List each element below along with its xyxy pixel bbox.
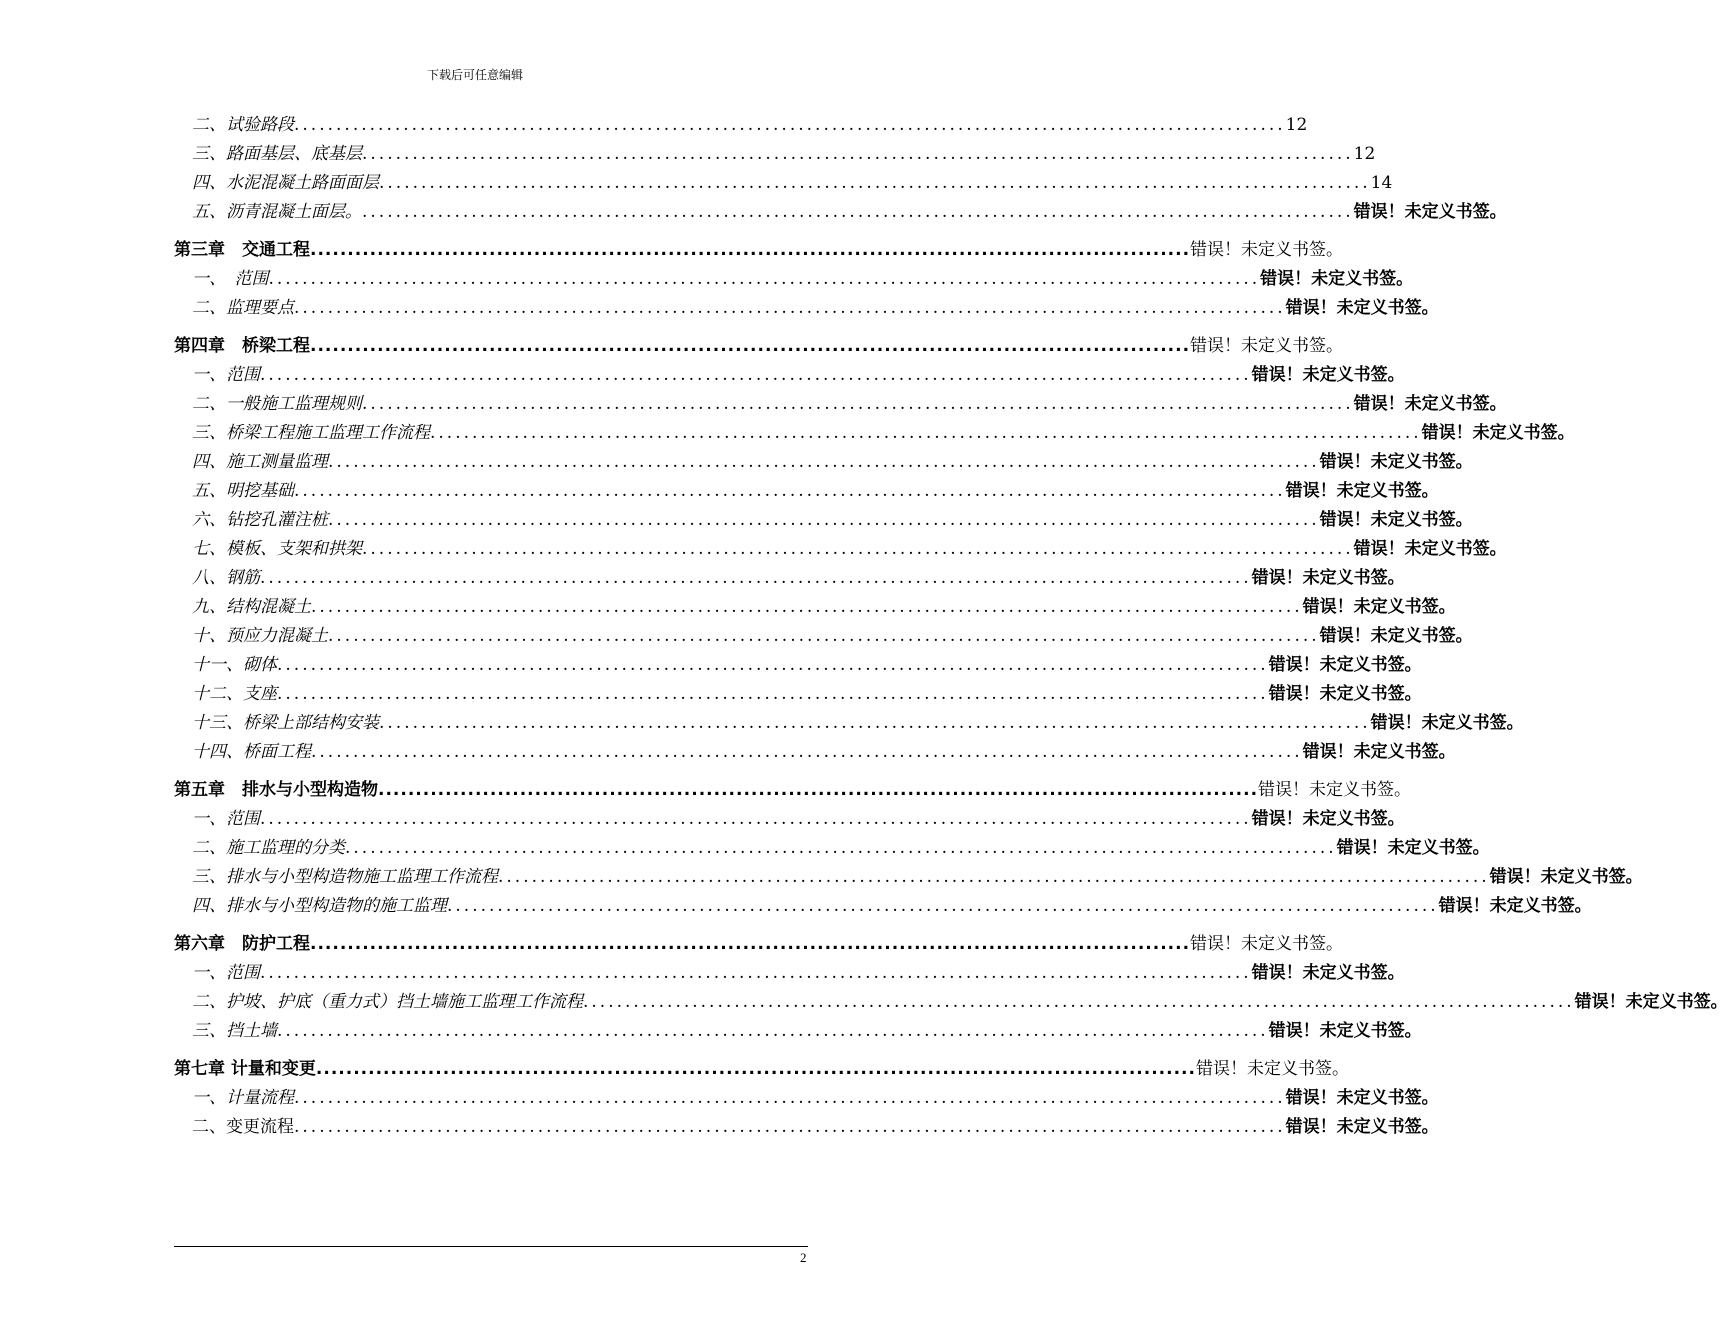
toc-entry[interactable]	[174, 448, 1473, 477]
toc-leader-dots: ......................................................................................................................	[328, 626, 1320, 646]
toc-entry-page: 错误！未定义书签。	[1319, 510, 1473, 530]
toc-entry[interactable]	[174, 680, 1422, 709]
toc-entry-label: 第三章 交通工程	[174, 240, 310, 260]
toc-entry-page: 错误！未定义书签。	[1285, 1088, 1439, 1108]
toc-entry-page: 错误！未定义书签。	[1251, 963, 1405, 983]
toc-entry-label: 第七章 计量和变更	[174, 1059, 316, 1079]
toc-entry-label: 十一、砌体	[192, 655, 277, 675]
toc-entry-label: 一、范围	[192, 365, 260, 385]
toc-entry-label: 八、钢筋	[192, 568, 260, 588]
toc-entry-label: 第五章 排水与小型构造物	[174, 780, 378, 800]
toc-entry-page: 错误！未定义书签。	[1319, 626, 1473, 646]
toc-entry-label: 三、挡土墙	[192, 1021, 277, 1041]
toc-chapter[interactable]	[174, 1055, 1349, 1084]
toc-leader-dots: ......................................................................................................................	[498, 867, 1490, 887]
toc-leader-dots: ......................................................................................................................	[294, 1088, 1286, 1108]
toc-leader-dots: ......................................................................................................................	[311, 742, 1303, 762]
toc-entry[interactable]	[174, 477, 1439, 506]
toc-entry-page: 错误！未定义书签。	[1268, 1021, 1422, 1041]
toc-leader-dots: ......................................................................................................................	[260, 809, 1252, 829]
toc-entry-label: 四、排水与小型构造物的施工监理	[192, 896, 447, 916]
toc-entry[interactable]	[174, 111, 1308, 140]
toc-entry-label: 一、 范围	[192, 269, 269, 289]
toc-entry-label: 一、计量流程	[192, 1088, 294, 1108]
toc-entry-page: 错误！未定义书签。	[1421, 423, 1575, 443]
toc-entry-label: 十二、支座	[192, 684, 277, 704]
toc-entry-label: 五、沥青混凝土面层。	[192, 202, 362, 222]
toc-entry-page: 错误！未定义书签。	[1353, 539, 1507, 559]
toc-entry[interactable]	[174, 805, 1405, 834]
table-of-contents	[174, 111, 1728, 1142]
toc-chapter[interactable]	[174, 236, 1344, 265]
toc-leader-dots: ......................................................................................................................	[447, 896, 1439, 916]
toc-entry-label: 二、变更流程	[192, 1117, 294, 1137]
toc-entry-label: 一、范围	[192, 809, 260, 829]
toc-entry[interactable]	[174, 593, 1456, 622]
toc-entry-label: 三、排水与小型构造物施工监理工作流程	[192, 867, 498, 887]
toc-entry-page: 错误！未定义书签。	[1574, 992, 1728, 1012]
toc-leader-dots: ......................................................................................................................	[268, 269, 1261, 289]
toc-leader-dots: ......................................................................................................................	[583, 992, 1575, 1012]
toc-leader-dots: ......................................................................................................................	[328, 452, 1320, 472]
page-number: 2	[800, 1250, 807, 1265]
toc-leader-dots: ......................................................................................................................	[310, 240, 1191, 260]
toc-entry-label: 四、水泥混凝土路面面层	[192, 173, 379, 193]
page-header: 下载后可任意编辑	[426, 68, 523, 82]
toc-leader-dots: ......................................................................................................................	[362, 202, 1354, 222]
toc-chapter[interactable]	[174, 776, 1412, 805]
toc-entry[interactable]	[174, 419, 1575, 448]
toc-entry-label: 二、一般施工监理规则	[192, 394, 362, 414]
toc-entry-page: 错误！未定义书签。	[1353, 202, 1507, 222]
toc-entry-label: 第六章 防护工程	[174, 934, 310, 954]
toc-leader-dots: ......................................................................................................................	[378, 780, 1259, 800]
toc-entry[interactable]	[174, 140, 1376, 169]
toc-leader-dots: ......................................................................................................................	[260, 963, 1252, 983]
toc-entry[interactable]	[174, 651, 1422, 680]
toc-entry-label: 三、路面基层、底基层	[192, 144, 362, 164]
toc-entry[interactable]	[174, 198, 1507, 227]
toc-entry-page: 错误！未定义书签。	[1190, 336, 1344, 356]
toc-entry-page: 错误！未定义书签。	[1251, 568, 1405, 588]
toc-entry[interactable]	[174, 1017, 1422, 1046]
toc-leader-dots: ......................................................................................................................	[379, 173, 1371, 193]
toc-entry-label: 一、范围	[192, 963, 260, 983]
toc-leader-dots: ......................................................................................................................	[277, 655, 1269, 675]
toc-entry[interactable]	[174, 169, 1393, 198]
footer-divider	[174, 1246, 808, 1247]
toc-entry-label: 五、明挖基础	[192, 481, 294, 501]
toc-entry[interactable]	[174, 988, 1728, 1017]
toc-entry-label: 三、桥梁工程施工监理工作流程	[192, 423, 430, 443]
toc-leader-dots: ......................................................................................................................	[345, 838, 1337, 858]
toc-entry-page: 错误！未定义书签。	[1319, 452, 1473, 472]
toc-entry-page: 14	[1370, 173, 1393, 193]
toc-entry-page: 错误！未定义书签。	[1268, 655, 1422, 675]
toc-entry[interactable]	[174, 535, 1507, 564]
toc-entry-label: 二、监理要点	[192, 298, 294, 318]
toc-entry-label: 二、施工监理的分类	[192, 838, 345, 858]
toc-chapter[interactable]	[174, 930, 1344, 959]
toc-entry-page: 错误！未定义书签。	[1251, 365, 1405, 385]
toc-leader-dots: ......................................................................................................................	[277, 1021, 1269, 1041]
toc-entry-label: 七、模板、支架和拱架	[192, 539, 362, 559]
toc-entry[interactable]	[174, 265, 1414, 294]
toc-entry[interactable]	[174, 834, 1490, 863]
toc-entry-page: 错误！未定义书签。	[1302, 597, 1456, 617]
toc-entry-page: 错误！未定义书签。	[1190, 240, 1344, 260]
toc-chapter[interactable]	[174, 332, 1344, 361]
toc-entry[interactable]	[174, 622, 1473, 651]
toc-leader-dots: ......................................................................................................................	[311, 597, 1303, 617]
toc-entry[interactable]	[174, 361, 1405, 390]
toc-leader-dots: ......................................................................................................................	[277, 684, 1269, 704]
toc-leader-dots: ......................................................................................................................	[430, 423, 1422, 443]
toc-entry[interactable]	[174, 390, 1507, 419]
toc-entry-page: 错误！未定义书签。	[1190, 934, 1344, 954]
toc-entry-label: 九、结构混凝土	[192, 597, 311, 617]
toc-entry-label: 十三、桥梁上部结构安装	[192, 713, 379, 733]
toc-entry[interactable]	[174, 959, 1405, 988]
toc-entry[interactable]	[174, 863, 1643, 892]
toc-entry-page: 错误！未定义书签。	[1489, 867, 1643, 887]
toc-entry-label: 二、试验路段	[192, 115, 294, 135]
toc-leader-dots: ......................................................................................................................	[260, 568, 1252, 588]
toc-entry-page: 错误！未定义书签。	[1336, 838, 1490, 858]
toc-leader-dots: ......................................................................................................................	[260, 365, 1252, 385]
toc-entry[interactable]	[174, 294, 1439, 323]
toc-leader-dots: ......................................................................................................................	[310, 934, 1191, 954]
toc-entry[interactable]	[174, 506, 1473, 535]
toc-entry-page: 错误！未定义书签。	[1302, 742, 1456, 762]
toc-entry[interactable]	[174, 892, 1592, 921]
toc-entry-page: 12	[1285, 115, 1308, 135]
toc-entry-page: 12	[1353, 144, 1376, 164]
toc-leader-dots: ......................................................................................................................	[328, 510, 1320, 530]
toc-entry-page: 错误！未定义书签。	[1195, 1059, 1349, 1079]
toc-entry-page: 错误！未定义书签。	[1285, 298, 1439, 318]
toc-leader-dots: ......................................................................................................................	[310, 336, 1191, 356]
toc-entry-page: 错误！未定义书签。	[1353, 394, 1507, 414]
toc-leader-dots: ......................................................................................................................	[294, 115, 1286, 135]
toc-leader-dots: ......................................................................................................................	[362, 144, 1354, 164]
toc-leader-dots: ......................................................................................................................	[379, 713, 1371, 733]
toc-entry[interactable]	[174, 738, 1456, 767]
toc-entry-label: 第四章 桥梁工程	[174, 336, 310, 356]
toc-leader-dots: ......................................................................................................................	[362, 539, 1354, 559]
toc-entry[interactable]	[174, 564, 1405, 593]
toc-entry-page: 错误！未定义书签。	[1438, 896, 1592, 916]
toc-leader-dots: ......................................................................................................................	[294, 1117, 1286, 1137]
toc-leader-dots: ......................................................................................................................	[294, 298, 1286, 318]
toc-entry[interactable]	[174, 1084, 1439, 1113]
toc-entry[interactable]	[174, 709, 1524, 738]
toc-entry-page: 错误！未定义书签。	[1260, 269, 1414, 289]
toc-leader-dots: ......................................................................................................................	[315, 1059, 1196, 1079]
toc-entry-page: 错误！未定义书签。	[1258, 780, 1412, 800]
toc-entry-page: 错误！未定义书签。	[1268, 684, 1422, 704]
toc-entry-label: 四、施工测量监理	[192, 452, 328, 472]
toc-leader-dots: ......................................................................................................................	[294, 481, 1286, 501]
toc-entry-page: 错误！未定义书签。	[1370, 713, 1524, 733]
toc-entry-page: 错误！未定义书签。	[1285, 1117, 1439, 1137]
toc-leader-dots: ......................................................................................................................	[362, 394, 1354, 414]
toc-entry-label: 六、钻挖孔灌注桩	[192, 510, 328, 530]
toc-entry-label: 十、预应力混凝土	[192, 626, 328, 646]
toc-entry-label: 十四、桥面工程	[192, 742, 311, 762]
toc-entry-page: 错误！未定义书签。	[1285, 481, 1439, 501]
toc-entry-page: 错误！未定义书签。	[1251, 809, 1405, 829]
toc-entry[interactable]	[174, 1113, 1439, 1142]
toc-entry-label: 二、护坡、护底（重力式）挡土墙施工监理工作流程	[192, 992, 583, 1012]
